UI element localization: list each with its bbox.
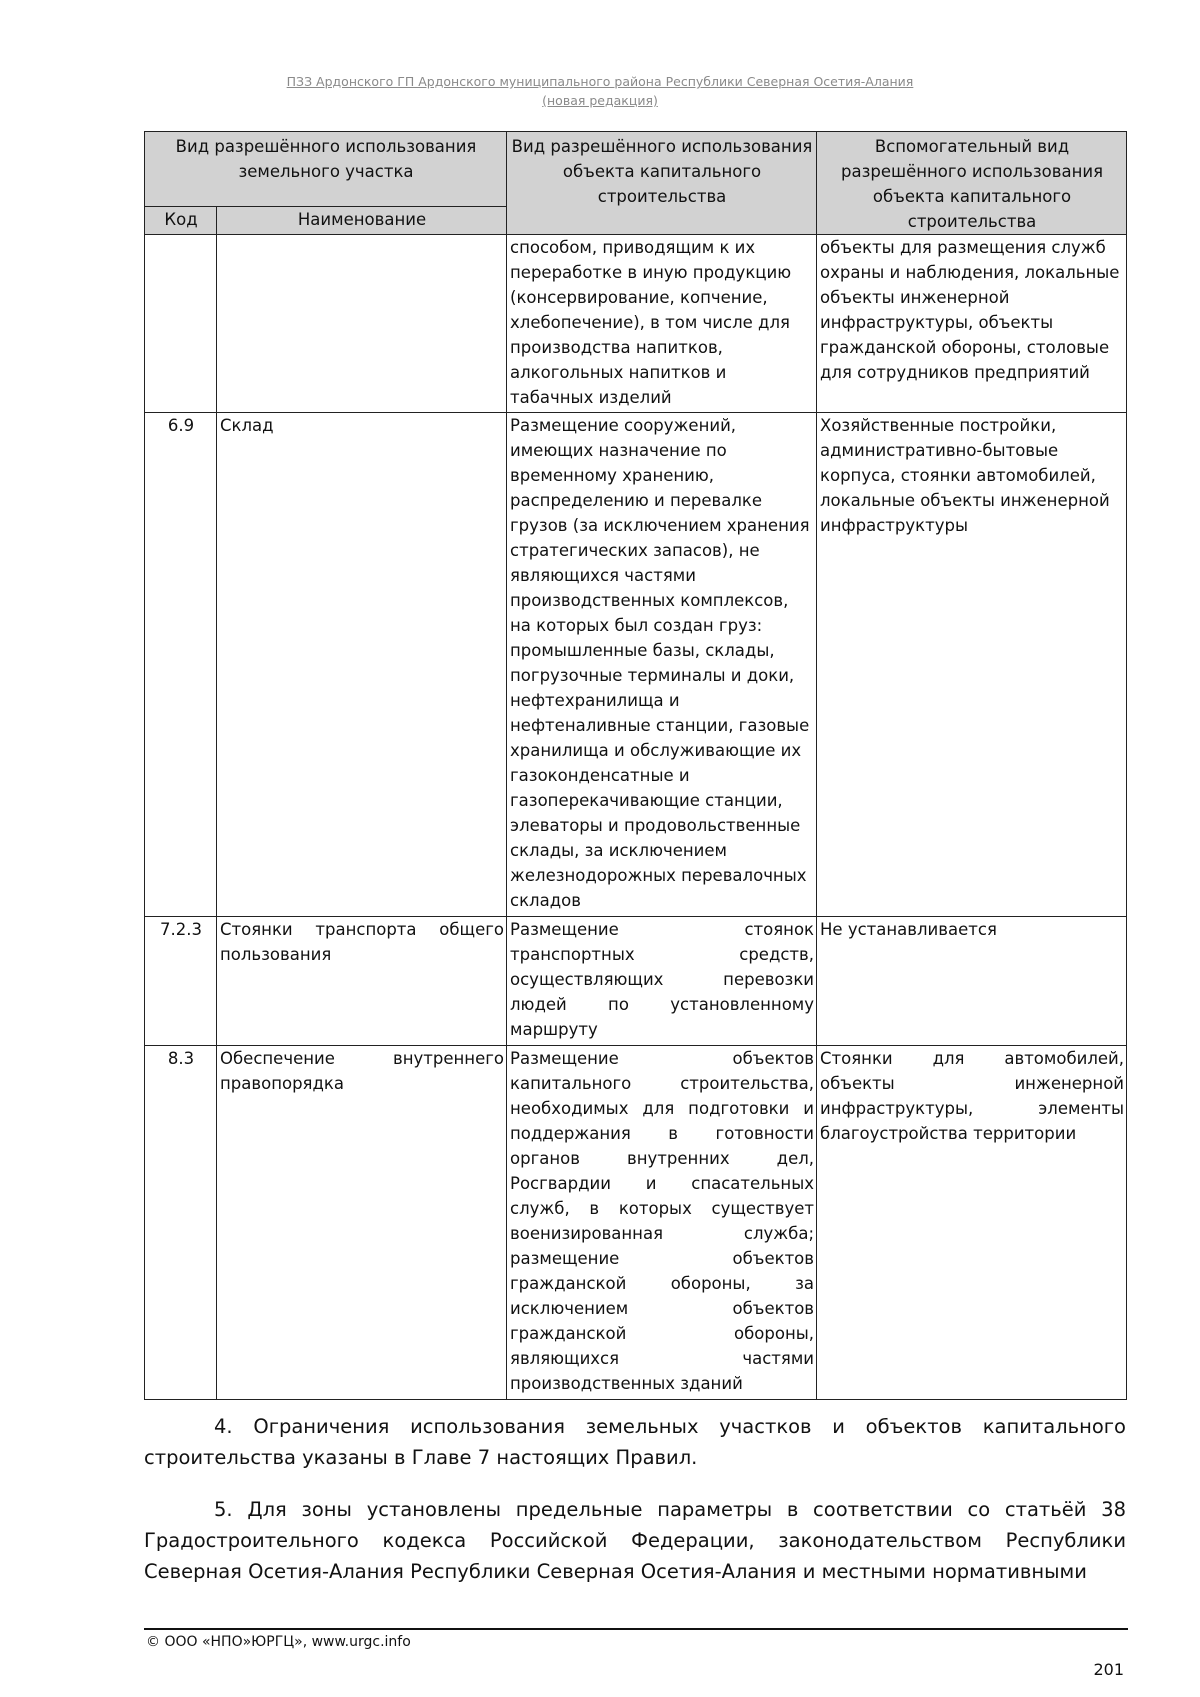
footer-copyright: © ООО «НПО»ЮРГЦ», www.urgc.info (146, 1634, 411, 1650)
header-land-use: Вид разрешённого использования земельного участка (145, 132, 507, 207)
page-number: 201 (1093, 1660, 1124, 1679)
paragraph-parameters-text: 5. Для зоны установлены предельные параметры в соответствии со статьёй 38 Градостроительного кодекса Российской Федерации, законодательством Республики Северная Осетия-Алания Республики Северная Осетия-Алания и местными нормативными (144, 1498, 1126, 1583)
row-name: Обеспечение внутреннего правопорядка (217, 1046, 507, 1400)
row-code: 8.3 (145, 1046, 217, 1400)
table-row (145, 413, 1127, 917)
row-code (145, 235, 217, 413)
footer-divider (144, 1628, 1128, 1630)
running-head (0, 72, 1200, 110)
row-code: 7.2.3 (145, 917, 217, 1046)
paragraph-restrictions-text: 4. Ограничения использования земельных участков и объектов капитального строительства указаны в Главе 7 настоящих Правил. (144, 1415, 1126, 1469)
running-head-edition: (новая редакция) (542, 93, 658, 108)
paragraph-parameters (144, 1494, 1126, 1587)
row-capital-use: способом, приводящим к их переработке в иную продукцию (консервирование, копчение, хлебопечение), в том числе для производства напитков, алкогольных напитков и табачных изделий (507, 235, 817, 413)
row-auxiliary-use: Не устанавливается (817, 917, 1127, 1046)
row-capital-use: Размещение сооружений, имеющих назначение по временному хранению, распределению и перевалке грузов (за исключением хранения стратегических запасов), не являющихся частями производственных комплексов, на которых был создан груз: промышленные базы, склады, погрузочные терминалы и доки, нефтехранилища и нефтеналивные станции, газовые хранилища и обслуживающие их газоконденсатные и газоперекачивающие станции, элеваторы и продовольственные склады, за исключением железнодорожных перевалочных складов (507, 413, 817, 917)
row-capital-use: Размещение объектов капитального строительства, необходимых для подготовки и поддержания в готовности органов внутренних дел, Росгвардии и спасательных служб, в которых существует военизированная служба; размещение объектов гражданской обороны, за исключением объектов гражданской обороны, являющихся частями производственных зданий (507, 1046, 817, 1400)
header-auxiliary-use: Вспомогательный вид разрешённого использования объекта капитального строительства (817, 132, 1127, 235)
table-row (145, 235, 1127, 413)
row-code: 6.9 (145, 413, 217, 917)
row-auxiliary-use: объекты для размещения служб охраны и наблюдения, локальные объекты инженерной инфраструктуры, объекты гражданской обороны, столовые для сотрудников предприятий (817, 235, 1127, 413)
table-row (145, 1046, 1127, 1400)
table-header (145, 132, 1127, 235)
header-capital-use: Вид разрешённого использования объекта капитального строительства (507, 132, 817, 235)
paragraph-restrictions (144, 1411, 1126, 1473)
row-capital-use: Размещение стоянок транспортных средств, осуществляющих перевозки людей по установленному маршруту (507, 917, 817, 1046)
row-name: Склад (217, 413, 507, 917)
land-use-table (144, 131, 1127, 1400)
row-name (217, 235, 507, 413)
header-name: Наименование (217, 207, 507, 235)
row-auxiliary-use: Хозяйственные постройки, административно-бытовые корпуса, стоянки автомобилей, локальные объекты инженерной инфраструктуры (817, 413, 1127, 917)
running-head-title: ПЗЗ Ардонского ГП Ардонского муниципального района Республики Северная Осетия-Алания (286, 74, 914, 89)
header-code: Код (145, 207, 217, 235)
row-auxiliary-use: Стоянки для автомобилей, объекты инженерной инфраструктуры, элементы благоустройства территории (817, 1046, 1127, 1400)
row-name: Стоянки транспорта общего пользования (217, 917, 507, 1046)
table-row (145, 917, 1127, 1046)
